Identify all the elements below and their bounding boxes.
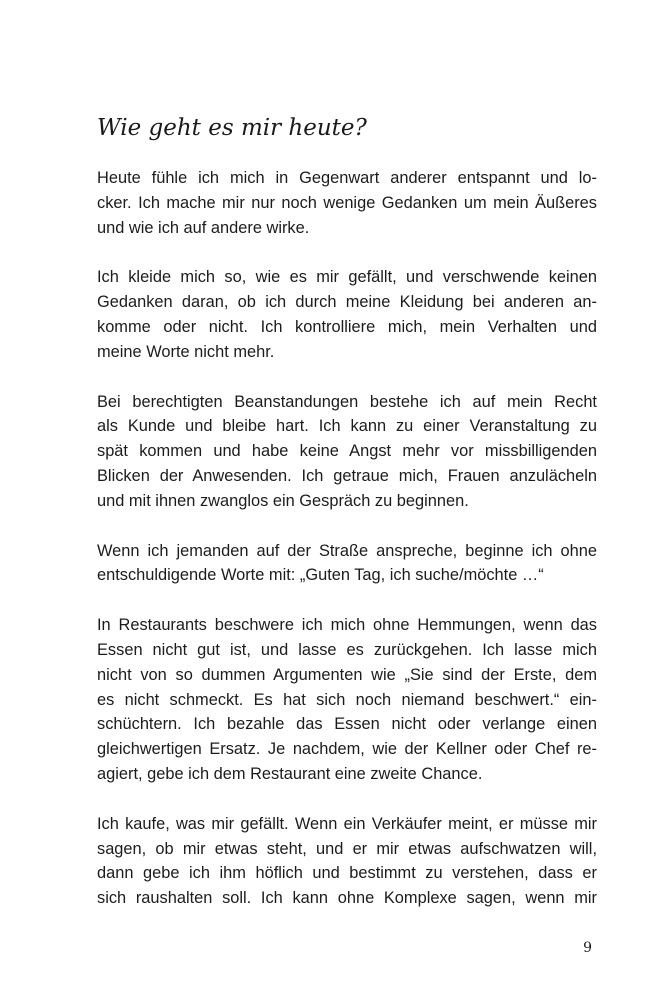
text-line: und mit ihnen zwanglos ein Gespräch zu beginnen.	[97, 491, 469, 510]
paragraph-5	[97, 613, 597, 787]
text-line: Wenn ich jemanden auf der Straße anspreche, beginne ich ohne	[97, 541, 597, 560]
text-line: dann gebe ich ihm höflich und bestimmt zu verstehen, dass er	[97, 864, 597, 883]
text-line: sich raushalten soll. Ich kann ohne Komplexe sagen, wenn mir	[97, 889, 597, 908]
text-line: cker. Ich mache mir nur noch wenige Gedanken um mein Äußeres	[97, 193, 597, 212]
text-line: entschuldigende Worte mit: „Guten Tag, ich suche/möchte …“	[97, 566, 544, 585]
paragraph-6	[97, 812, 597, 911]
text-line: Ich kleide mich so, wie es mir gefällt, und verschwende keinen	[97, 268, 597, 287]
text-line: gleichwertigen Ersatz. Je nachdem, wie der Kellner oder Chef re-	[97, 740, 597, 759]
paragraph-1	[97, 166, 597, 240]
text-line: In Restaurants beschwere ich mich ohne Hemmungen, wenn das	[97, 616, 597, 635]
body-text	[97, 166, 597, 936]
text-line: Blicken der Anwesenden. Ich getraue mich, Frauen anzulächeln	[97, 466, 597, 485]
text-line: Heute fühle ich mich in Gegenwart anderer entspannt und lo-	[97, 169, 597, 187]
text-line: es nicht schmeckt. Es hat sich noch niemand beschwert.“ ein-	[97, 690, 597, 709]
text-line: komme oder nicht. Ich kontrolliere mich, mein Verhalten und	[97, 317, 597, 336]
section-heading: Wie geht es mir heute?	[97, 115, 367, 141]
text-line: meine Worte nicht mehr.	[97, 342, 275, 361]
text-line: agiert, gebe ich dem Restaurant eine zweite Chance.	[97, 764, 483, 783]
text-line: Bei berechtigten Beanstandungen bestehe ich auf mein Recht	[97, 392, 597, 411]
text-line: sagen, ob mir etwas steht, und er mir etwas aufschwatzen will,	[97, 839, 597, 858]
text-line: Essen nicht gut ist, und lasse es zurückgehen. Ich lasse mich	[97, 640, 597, 659]
paragraph-2	[97, 265, 597, 364]
text-line: schüchtern. Ich bezahle das Essen nicht oder verlange einen	[97, 715, 597, 734]
text-line: Gedanken daran, ob ich durch meine Kleidung bei anderen an-	[97, 293, 597, 312]
text-line: Ich kaufe, was mir gefällt. Wenn ein Verkäufer meint, er müsse mir	[97, 814, 597, 833]
paragraph-3	[97, 390, 597, 514]
paragraph-4	[97, 539, 597, 589]
text-line: als Kunde und bleibe hart. Ich kann zu einer Veranstaltung zu	[97, 417, 597, 436]
page-number: 9	[583, 940, 592, 956]
text-line: nicht von so dummen Argumenten wie „Sie sind der Erste, dem	[97, 665, 597, 684]
text-line: und wie ich auf andere wirke.	[97, 218, 310, 237]
text-line: spät kommen und habe keine Angst mehr vor missbilligenden	[97, 442, 597, 461]
